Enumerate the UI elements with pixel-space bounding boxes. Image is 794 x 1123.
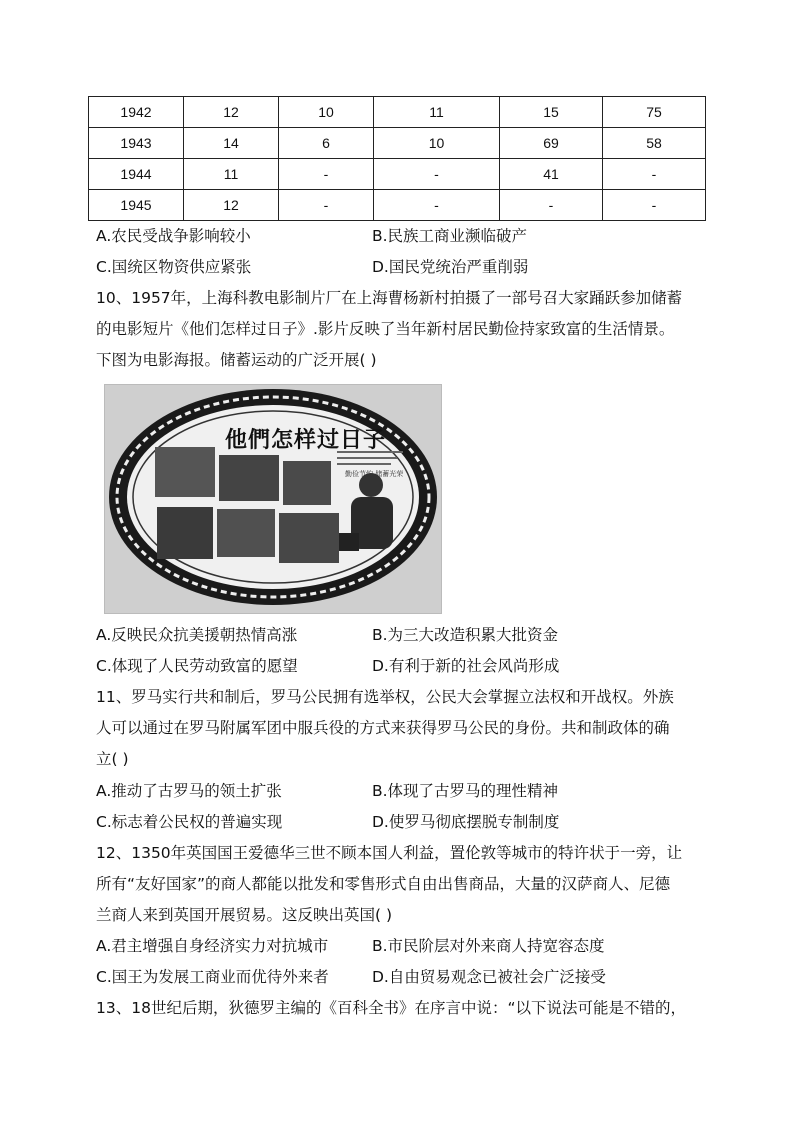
- data-table: [88, 96, 706, 221]
- table-cell: 10: [374, 128, 500, 159]
- q12-option-a[interactable]: A.君主增强自身经济实力对抗城市: [96, 937, 329, 955]
- table-row: [89, 190, 706, 221]
- table-cell: 12: [184, 190, 279, 221]
- q10-stem-line-3: 下图为电影海报。储蓄运动的广泛开展( ): [96, 351, 377, 369]
- q11-option-d[interactable]: D.使罗马彻底摆脱专制制度: [372, 813, 560, 831]
- q10-option-a[interactable]: A.反映民众抗美援朝热情高涨: [96, 626, 298, 644]
- q13-stem-line-1: 13、18世纪后期，狄德罗主编的《百科全书》在序言中说：“以下说法可能是不错的，: [96, 999, 686, 1017]
- table-cell: -: [374, 159, 500, 190]
- poster-title: 他們怎样过日子: [225, 427, 387, 453]
- table-cell: 10: [279, 97, 374, 128]
- q11-option-b[interactable]: B.体现了古罗马的理性精神: [372, 782, 559, 800]
- table-row: [89, 97, 706, 128]
- table-cell: -: [279, 159, 374, 190]
- q12-stem-line-2: 所有“友好国家”的商人都能以批发和零售形式自由出售商品，大量的汉萨商人、尼德: [96, 875, 671, 893]
- q10-stem-line-1: 10、1957年，上海科教电影制片厂在上海曹杨新村拍摄了一部号召大家踊跃参加储蓄: [96, 289, 683, 307]
- q12-stem-line-3: 兰商人来到英国开展贸易。这反映出英国( ): [96, 906, 393, 924]
- q11-option-c[interactable]: C.标志着公民权的普遍实现: [96, 813, 283, 831]
- table-cell: 1942: [89, 97, 184, 128]
- table-cell: -: [500, 190, 603, 221]
- q12-option-b[interactable]: B.市民阶层对外来商人持宽容态度: [372, 937, 605, 955]
- table-cell: 6: [279, 128, 374, 159]
- table-cell: 69: [500, 128, 603, 159]
- table-cell: -: [603, 159, 706, 190]
- table-cell: 58: [603, 128, 706, 159]
- q11-stem-line-2: 人可以通过在罗马附属军团中服兵役的方式来获得罗马公民的身份。共和制政体的确: [96, 719, 670, 737]
- q11-stem-line-1: 11、罗马实行共和制后，罗马公民拥有选举权，公民大会掌握立法权和开战权。外族: [96, 688, 674, 706]
- q9-option-b[interactable]: B.民族工商业濒临破产: [372, 227, 528, 245]
- table-cell: 15: [500, 97, 603, 128]
- q12-stem-line-1: 12、1350年英国国王爱德华三世不顾本国人利益，置伦敦等城市的特许状于一旁，让: [96, 844, 683, 862]
- table-row: [89, 159, 706, 190]
- q10-option-c[interactable]: C.体现了人民劳动致富的愿望: [96, 657, 298, 675]
- q11-stem-line-3: 立( ): [96, 750, 129, 768]
- table-cell: 41: [500, 159, 603, 190]
- q10-option-d[interactable]: D.有利于新的社会风尚形成: [372, 657, 560, 675]
- poster-caption: 勤俭节约 储蓄光荣: [345, 470, 404, 478]
- table-cell: 12: [184, 97, 279, 128]
- table-cell: 11: [374, 97, 500, 128]
- q9-option-a[interactable]: A.农民受战争影响较小: [96, 227, 251, 245]
- table-row: [89, 128, 706, 159]
- table-cell: 11: [184, 159, 279, 190]
- table-cell: -: [279, 190, 374, 221]
- table-cell: 14: [184, 128, 279, 159]
- q9-option-d[interactable]: D.国民党统治严重削弱: [372, 258, 529, 276]
- q10-option-b[interactable]: B.为三大改造积累大批资金: [372, 626, 559, 644]
- q10-stem-line-2: 的电影短片《他们怎样过日子》.影片反映了当年新村居民勤俭持家致富的生活情景。: [96, 320, 675, 338]
- q12-option-d[interactable]: D.自由贸易观念已被社会广泛接受: [372, 968, 606, 986]
- table-cell: 75: [603, 97, 706, 128]
- table-cell: 1944: [89, 159, 184, 190]
- q11-option-a[interactable]: A.推动了古罗马的领土扩张: [96, 782, 282, 800]
- table-cell: 1945: [89, 190, 184, 221]
- table-cell: -: [603, 190, 706, 221]
- table-cell: 1943: [89, 128, 184, 159]
- movie-poster-image: [104, 384, 442, 614]
- q12-option-c[interactable]: C.国王为发展工商业而优待外来者: [96, 968, 329, 986]
- movie-poster-graphic: [105, 385, 441, 613]
- table-cell: -: [374, 190, 500, 221]
- q9-option-c[interactable]: C.国统区物资供应紧张: [96, 258, 252, 276]
